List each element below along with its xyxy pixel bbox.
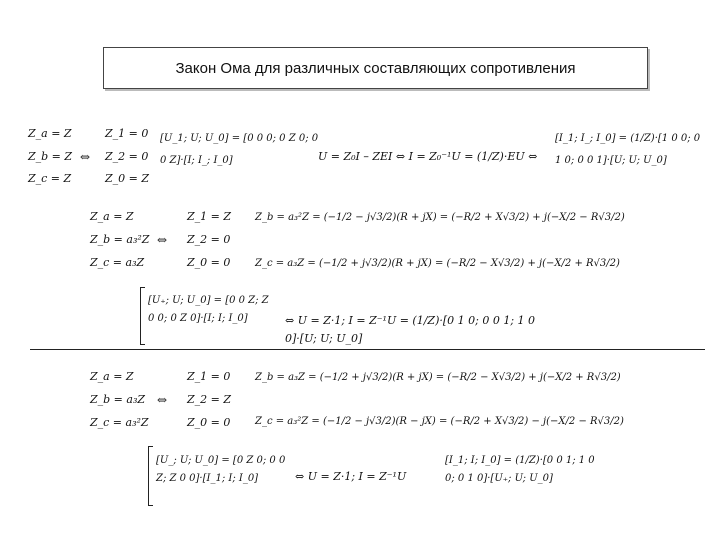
b3-arrow: ⇔ — [157, 393, 168, 407]
b3-right-row1: Z_1 = 0 — [187, 370, 231, 383]
b2-left-row3: Z_c = a₃Z — [90, 256, 145, 269]
b2-left-row1: Z_a = Z — [90, 210, 134, 223]
b1-result: U = Z₀I – ZEI ⇔ I = Z₀⁻¹U = (1/Z)·EU ⇔ — [318, 150, 538, 163]
b1-arrow: ⇔ — [80, 150, 91, 164]
b2-right-row1: Z_1 = Z — [187, 210, 231, 223]
b1-inverse: [I_1; I_; I_0] = (1/Z)·[1 0 0; 0 1 0; 0 0 1]·[U; U; U_0] — [555, 133, 701, 166]
b1-left-row1: Z_a = Z — [28, 127, 72, 140]
b1-matrix-equation: [U_1; U; U_0] = [0 0 0; 0 Z 0; 0 0 Z]·[I; I_; I_0] — [160, 133, 319, 166]
slide-title: Закон Ома для различных составляющих сопротивления — [103, 47, 648, 89]
b3-inverse: [I_1; I; I_0] = (1/Z)·[0 0 1; 1 0 0; 0 1 0]·[U₊; U; U_0] — [445, 455, 595, 484]
b1-right-row1: Z_1 = 0 — [105, 127, 149, 140]
b1-left-row2: Z_b = Z — [28, 150, 73, 163]
b2-matrix-bracket-left — [140, 287, 145, 345]
b3-right-row2: Z_2 = Z — [187, 393, 231, 406]
b2-left-row2: Z_b = a₃²Z — [90, 233, 150, 246]
b3-left-row2: Z_b = a₃Z — [90, 393, 146, 406]
section-divider — [30, 349, 705, 350]
b2-arrow: ⇔ — [157, 233, 168, 247]
b2-right-row3: Z_0 = 0 — [187, 256, 231, 269]
b2-right-row2: Z_2 = 0 — [187, 233, 231, 246]
b3-row2: Z_c = a₃²Z = (−1/2 − j√3/2)(R − jX) = (−R/2 + X√3/2) − j(−X/2 − R√3/2) — [255, 416, 624, 427]
b3-row1: Z_b = a₃Z = (−1/2 + j√3/2)(R + jX) = (−R/2 − X√3/2) + j(−X/2 + R√3/2) — [255, 372, 621, 383]
b2-row2: Z_c = a₃Z = (−1/2 + j√3/2)(R + jX) = (−R/2 − X√3/2) + j(−X/2 + R√3/2) — [255, 258, 620, 269]
b1-right-row3: Z_0 = Z — [105, 172, 149, 185]
b1-right-row2: Z_2 = 0 — [105, 150, 149, 163]
b3-right-row3: Z_0 = 0 — [187, 416, 231, 429]
b2-result: ⇔ U = Z·1; I = Z⁻¹U = (1/Z)·[0 1 0; 0 0 1; 1 0 0]·[U; U; U_0] — [285, 314, 536, 345]
b3-result: ⇔ U = Z·1; I = Z⁻¹U — [295, 470, 407, 483]
b3-left-row1: Z_a = Z — [90, 370, 134, 383]
b3-matrix-equation: [U_; U; U_0] = [0 Z 0; 0 0 Z; Z 0 0]·[I_1; I; I_0] — [156, 455, 286, 484]
b3-matrix-bracket-left — [148, 446, 153, 506]
b3-left-row3: Z_c = a₃²Z — [90, 416, 149, 429]
b2-row1: Z_b = a₃²Z = (−1/2 − j√3/2)(R + jX) = (−R/2 + X√3/2) + j(−X/2 − R√3/2) — [255, 212, 625, 223]
b2-matrix-equation: [U₊; U; U_0] = [0 0 Z; Z 0 0; 0 Z 0]·[I; I; I_0] — [148, 295, 269, 324]
b1-left-row3: Z_c = Z — [28, 172, 72, 185]
